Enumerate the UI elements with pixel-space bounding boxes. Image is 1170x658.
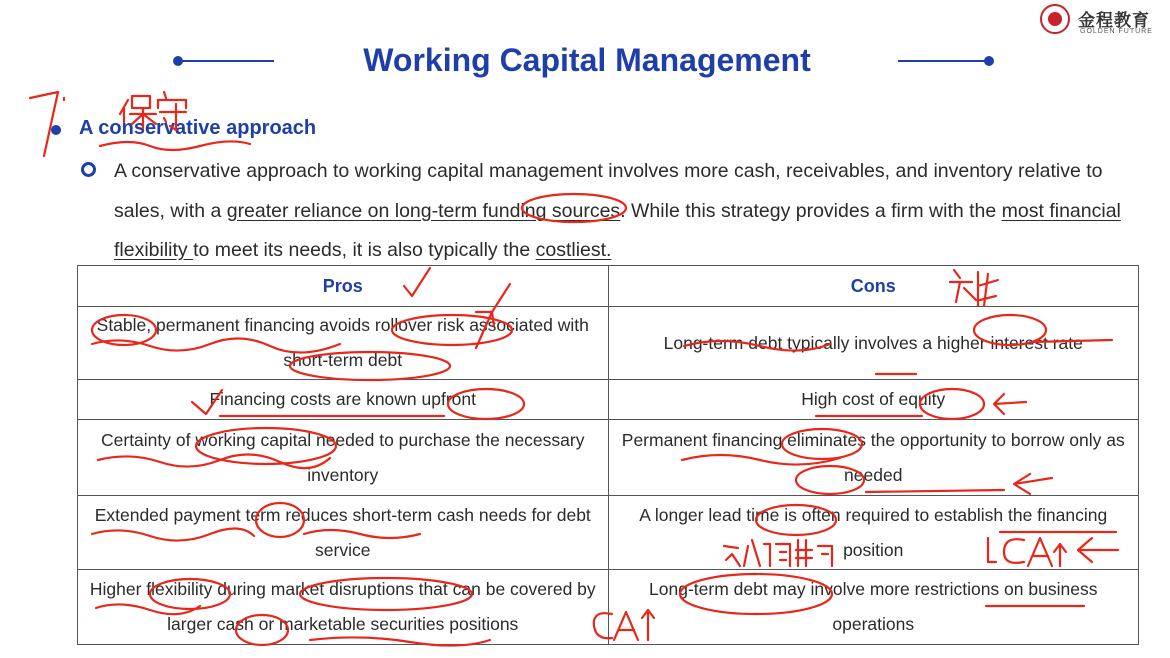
slide-title: Working Capital Management [363, 42, 811, 78]
table-row [78, 496, 1139, 570]
logo-name-en: GOLDEN FUTURE [1080, 28, 1153, 35]
pros-cons-table [77, 265, 1139, 645]
paragraph-underline-3: costliest. [535, 239, 612, 261]
paragraph-text-2: . While this strategy provides a firm with the [620, 199, 1002, 222]
cons-header: Cons [608, 266, 1139, 307]
con-cell: Long-term debt may involve more restrictions on business operations [608, 570, 1139, 645]
paragraph-underline-2: most financial flexibility [114, 199, 1121, 261]
table-row [78, 307, 1139, 380]
con-cell: A longer lead time is often required to establish the financing position [608, 496, 1139, 570]
logo [1040, 4, 1165, 38]
ink-underline-conservative [100, 141, 250, 150]
con-cell: High cost of equity [608, 380, 1139, 420]
table-header-row [78, 266, 1139, 307]
paragraph-text-1: A conservative approach to working capital management involves more cash, receivables, and inventory relative to sales, with a [114, 160, 1103, 222]
bullet-ring-icon [81, 162, 96, 177]
pro-cell: Financing costs are known upfront [78, 380, 609, 420]
pro-cell: Extended payment term reduces short-term cash needs for debt service [78, 496, 609, 570]
pros-header: Pros [78, 266, 609, 307]
pro-cell: Stable, permanent financing avoids rollover risk associated with short-term debt [78, 307, 609, 380]
paragraph-text-3: to meet its needs, it is also typically the [193, 239, 536, 261]
con-cell: Permanent financing eliminates the opportunity to borrow only as needed [608, 420, 1139, 496]
bullet-dot-icon [51, 125, 61, 135]
bullet-heading: A conservative approach [79, 117, 317, 139]
pro-cell: Higher flexibility during market disruptions that can be covered by larger cash or marketable securities positions [78, 570, 609, 645]
pro-cell: Certainty of working capital needed to purchase the necessary inventory [78, 420, 609, 496]
table-row [78, 380, 1139, 420]
ink-number-one [30, 92, 64, 156]
bullet-paragraph [114, 152, 1144, 271]
table-row [78, 570, 1139, 645]
logo-seal-icon [1040, 4, 1070, 34]
table-row [78, 420, 1139, 496]
paragraph-underline-1: greater reliance on long-term funding sources [226, 199, 621, 222]
logo-name-cn: 金程教育 [1078, 11, 1150, 30]
con-cell: Long-term debt typically involves a higher interest rate [608, 307, 1139, 380]
